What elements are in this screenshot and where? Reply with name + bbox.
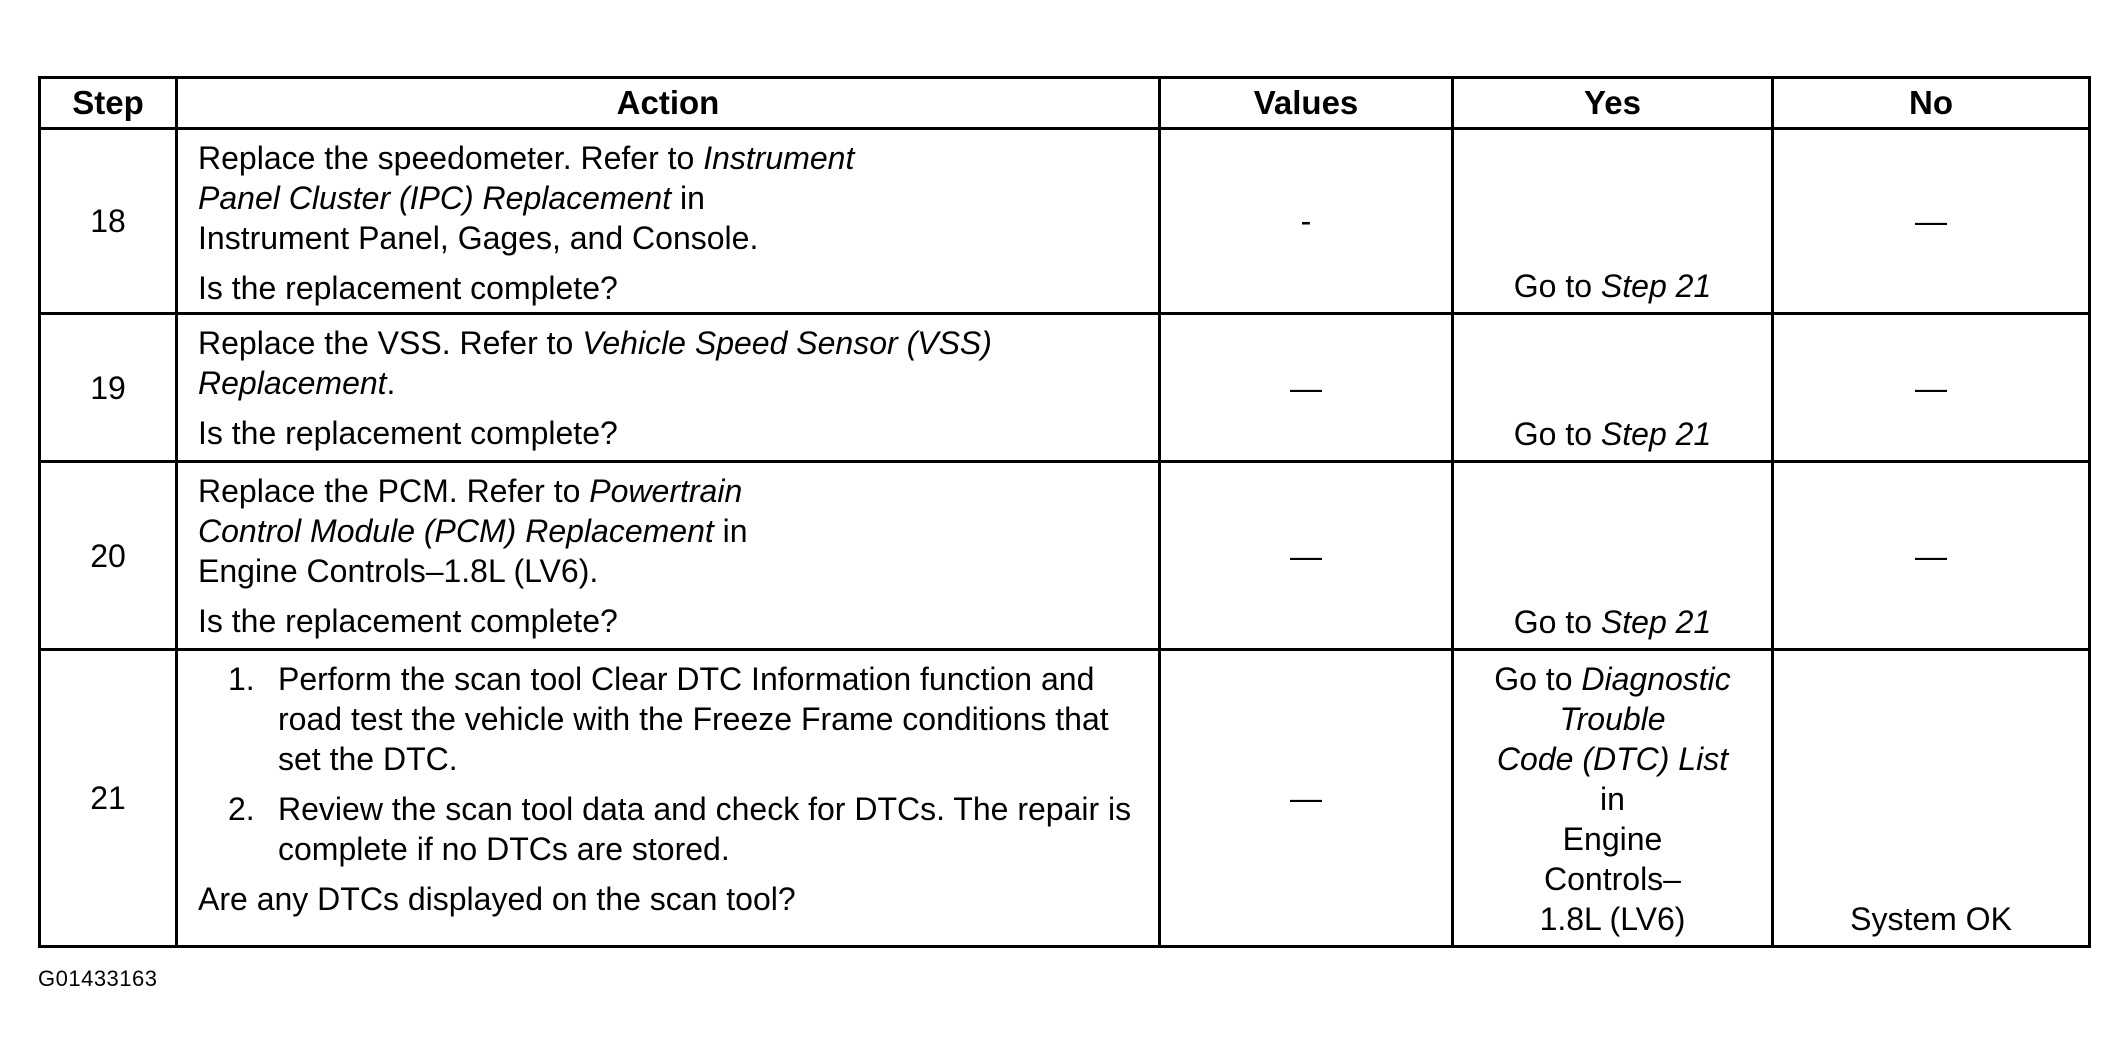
no-cell: System OK (1773, 650, 2090, 947)
action-text (198, 471, 838, 591)
yes-line (1454, 659, 1771, 699)
yes-line: 1.8L (LV6) (1539, 901, 1686, 937)
action-text (198, 323, 1118, 403)
table-row (40, 462, 2090, 650)
header-values: Values (1160, 78, 1453, 129)
yes-text: Go to (1494, 661, 1582, 697)
yes-step-ref: Step 21 (1600, 268, 1712, 304)
values-cell: — (1160, 462, 1453, 650)
action-question: Is the replacement complete? (198, 270, 618, 306)
yes-cell (1453, 129, 1773, 314)
action-text-part: Replace the speedometer. Refer to (198, 140, 704, 176)
yes-cell (1453, 314, 1773, 462)
reference-title: Powertrain Control Module (PCM) Replacement (198, 473, 743, 549)
list-item (198, 789, 1148, 869)
list-item-text: Review the scan tool data and check for DTCs. The repair is complete if no DTCs are stored. (278, 791, 1132, 867)
figure-id: G01433163 (38, 966, 158, 991)
step-number: 18 (40, 129, 177, 314)
yes-step-ref: Step 21 (1600, 604, 1712, 640)
list-item-text: Perform the scan tool Clear DTC Information function and road test the vehicle with the Freeze Frame conditions that set the DTC. (278, 661, 1109, 777)
reference-title: Trouble (1559, 701, 1666, 737)
action-text-part: in Engine Controls–1.8L (LV6). (198, 513, 748, 589)
reference-title: Code (DTC) List (1496, 741, 1729, 777)
reference-title: Instrument Panel Cluster (IPC) Replacement (198, 140, 855, 216)
action-question: Is the replacement complete? (198, 603, 618, 639)
action-cell (177, 462, 1160, 650)
yes-text: Go to (1513, 268, 1601, 304)
action-cell (177, 314, 1160, 462)
no-cell: — (1773, 462, 2090, 650)
action-text (198, 138, 858, 258)
action-text-part: Replace the PCM. Refer to (198, 473, 590, 509)
list-item-number: 1. (228, 661, 255, 697)
yes-line: in (1600, 781, 1625, 817)
action-text-part: in Instrument Panel, Gages, and Console. (198, 180, 759, 256)
action-question: Are any DTCs displayed on the scan tool? (198, 881, 796, 917)
step-number: 20 (40, 462, 177, 650)
header-step: Step (40, 78, 177, 129)
step-number: 21 (40, 650, 177, 947)
reference-title: Vehicle Speed Sensor (VSS) Replacement (198, 325, 992, 401)
action-cell (177, 650, 1160, 947)
yes-line: Engine (1562, 821, 1663, 857)
numbered-list (198, 659, 1148, 869)
action-cell (177, 129, 1160, 314)
yes-text: Go to (1513, 604, 1601, 640)
action-text-part: Replace the VSS. Refer to (198, 325, 583, 361)
diagnostic-step-table (38, 76, 2091, 948)
yes-cell (1453, 650, 1773, 947)
reference-title: Diagnostic (1581, 661, 1731, 697)
table-row (40, 650, 2090, 947)
list-item (198, 659, 1148, 779)
yes-cell (1453, 462, 1773, 650)
yes-step-ref: Step 21 (1600, 416, 1712, 452)
no-cell: — (1773, 129, 2090, 314)
values-cell: — (1160, 314, 1453, 462)
action-text-part: . (386, 365, 396, 401)
no-cell: — (1773, 314, 2090, 462)
action-question: Is the replacement complete? (198, 415, 618, 451)
step-number: 19 (40, 314, 177, 462)
yes-line: Controls– (1544, 861, 1681, 897)
list-item-number: 2. (228, 791, 255, 827)
header-no: No (1773, 78, 2090, 129)
table-header-row (40, 78, 2090, 129)
yes-text: Go to (1513, 416, 1601, 452)
header-yes: Yes (1453, 78, 1773, 129)
table-row (40, 129, 2090, 314)
table-row (40, 314, 2090, 462)
values-cell: — (1160, 650, 1453, 947)
values-cell: - (1160, 129, 1453, 314)
header-action: Action (177, 78, 1160, 129)
